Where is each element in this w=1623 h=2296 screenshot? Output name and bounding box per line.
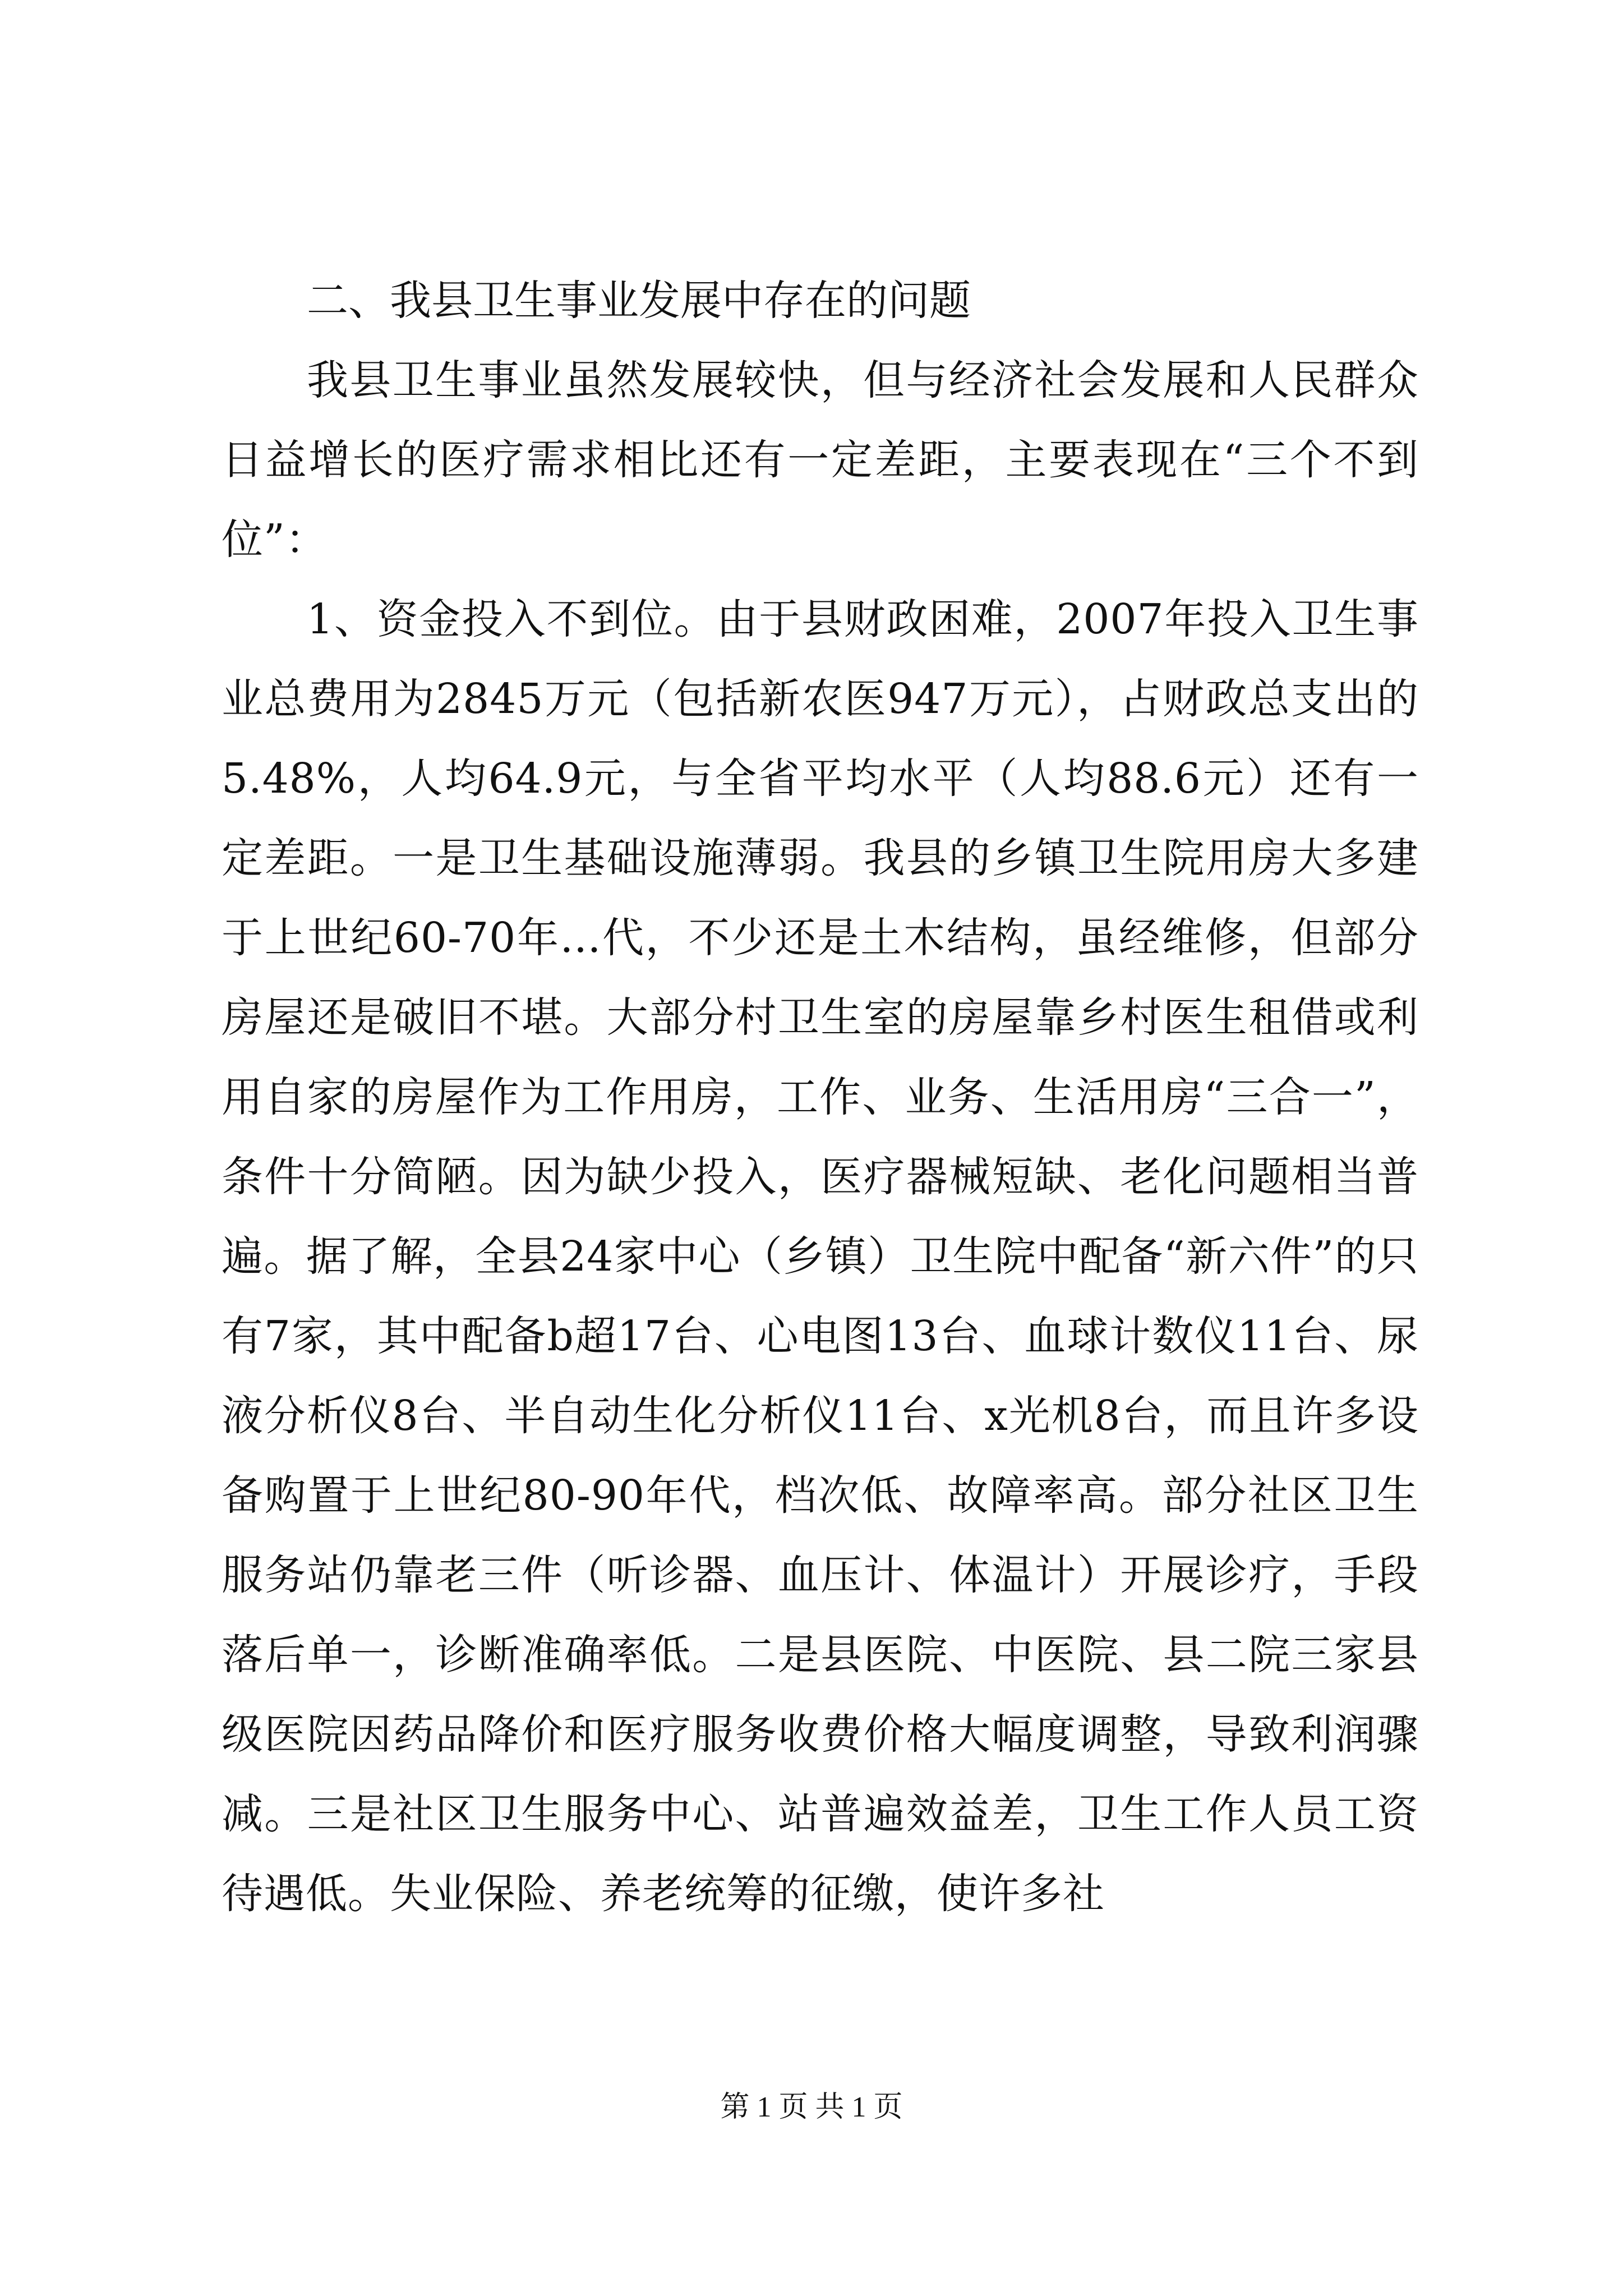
section-heading: 二、我县卫生事业发展中存在的问题 [307, 277, 971, 325]
paragraph-intro: 我县卫生事业虽然发展较快，但与经济社会发展和人民群众日益增长的医疗需求相比还有一定差距，主要表现在“三个不到位”： [222, 356, 1419, 564]
document-body [222, 261, 1419, 1934]
paragraph-funding: 1、资金投入不到位。由于县财政困难，2007年投入卫生事业总费用为2845万元（包括新农医947万元），占财政总支出的5.48%，人均64.9元，与全省平均水平（人均88.6元）还有一定差距。一是卫生基础设施薄弱。我县的乡镇卫生院用房大多建于上世纪60-70年...代，不少还是土木结构，虽经维修，但部分房屋还是破旧不堪。大部分村卫生室的房屋靠乡村医生租借或利用自家的房屋作为工作用房，工作、业务、生活用房“三合一”，条件十分简陋。因为缺少投入，医疗器械短缺、老化问题相当普遍。据了解，全县24家中心（乡镇）卫生院中配备“新六件”的只有7家，其中配备b超17台、心电图13台、血球计数仪11台、尿液分析仪8台、半自动生化分析仪11台、x光机8台，而且许多设备购置于上世纪80-90年代，档次低、故障率高。部分社区卫生服务站仍靠老三件（听诊器、血压计、体温计）开展诊疗，手段落后单一，诊断准确率低。二是县医院、中医院、县二院三家县级医院因药品降价和医疗服务收费价格大幅度调整，导致利润骤减。三是社区卫生服务中心、站普遍效益差，卫生工作人员工资待遇低。失业保险、养老统筹的征缴，使许多社 [222, 595, 1419, 1918]
page-footer: 第 1 页 共 1 页 [720, 2091, 903, 2123]
